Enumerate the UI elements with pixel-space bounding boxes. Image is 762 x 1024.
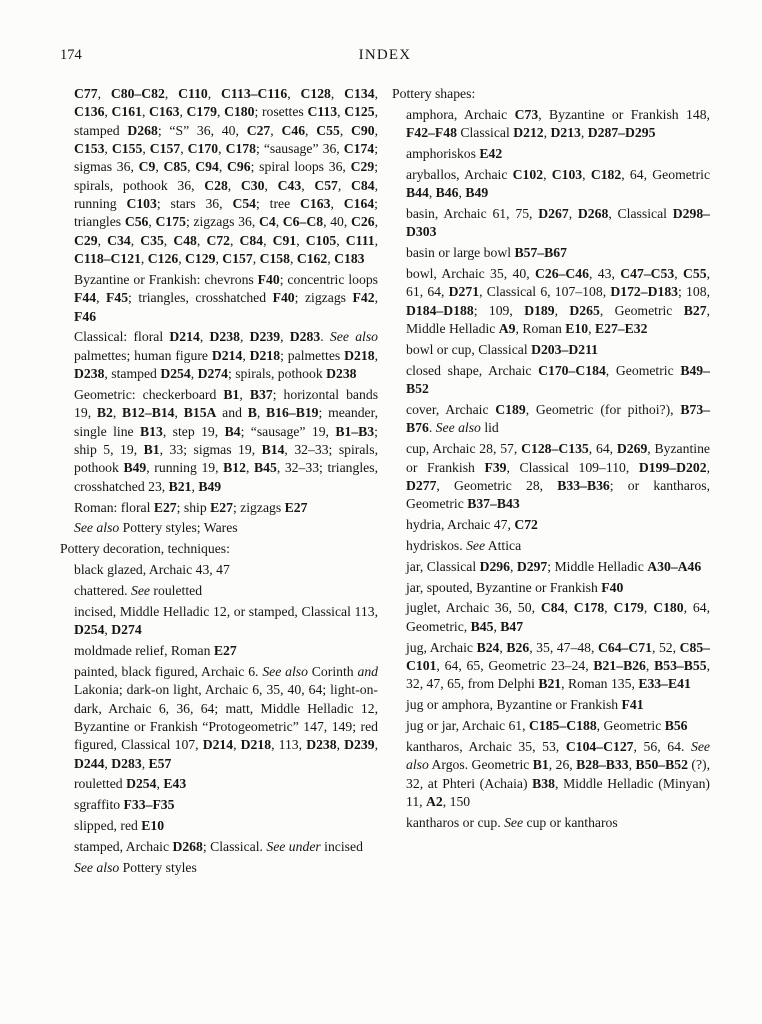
index-entry: amphoriskos E42 — [406, 146, 503, 162]
index-entry: kantharos or cup. See cup or kantharos — [406, 814, 618, 830]
index-entry: slipped, red E10 — [74, 818, 165, 834]
index-entry: jug or amphora, Byzantine or Frankish F41 — [406, 697, 644, 713]
index-entry: stamped, Archaic D268; Classical. See under incised — [74, 838, 363, 854]
index-entry: black glazed, Archaic 43, 47 — [74, 562, 230, 578]
index-entry: sgraffito F33–F35 — [74, 797, 175, 813]
index-entry: amphora, Archaic C73, Byzantine or Frankish 148, F42–F48 Classical D212, D213, D287–D295 — [406, 106, 710, 141]
index-entry: Roman: floral E27; ship E27; zigzags E27 — [74, 499, 308, 515]
index-entry: bowl or cup, Classical D203–D211 — [406, 341, 598, 357]
index-entry: jug, Archaic B24, B26, 35, 47–48, C64–C71, 52, C85–C101, 64, 65, Geometric 23–24, B21–B26, B53–B55, 32, 47, 65, from Delphi B21, Roman 135, E33–E41 — [406, 639, 711, 692]
index-entry: incised, Middle Helladic 12, or stamped, Classical 113, D254, D274 — [74, 603, 378, 638]
index-heading: Pottery shapes: — [392, 86, 476, 101]
index-entry: C77, C80–C82, C110, C113–C116, C128, C134, C136, C161, C163, C179, C180; rosettes C113, C125, stamped D268; “S” 36, 40, C27, C46, C55, C90, C153, C155, C157, C170, C178; “sausage” 36, C174; sigmas 36, C9, C85, C94, C96; spiral loops 36, C29; spirals, pothook 36, C28, C30, C43, C57, C84, running C103; stars 36, C54; tree C163, C164; triangles C56, C175; zigzags 36, C4, C6–C8, 40, C26, C29, C34, C35, C48, C72, C84, C91, C105, C111, C118–C121, C126, C129, C157, C158, C162, C183 — [74, 86, 379, 267]
index-entry: See also Pottery styles; Wares — [74, 520, 238, 536]
index-entry: basin, Archaic 61, 75, D267, D268, Classical D298–D303 — [406, 206, 711, 240]
index-entry: juglet, Archaic 36, 50, C84, C178, C179, C180, 64, Geometric, B45, B47 — [406, 600, 711, 634]
index-body — [60, 85, 710, 880]
index-entry: jar, Classical D296, D297; Middle Helladic A30–A46 — [406, 558, 702, 574]
index-entry: cup, Archaic 28, 57, C128–C135, 64, D269, Byzantine or Frankish F39, Classical 109–110, D199–D202, D277, Geometric 28, B33–B36; or kantharos, Geometric B37–B43 — [406, 441, 711, 512]
index-entry: bowl, Archaic 35, 40, C26–C46, 43, C47–C53, C55, 61, 64, D271, Classical 6, 107–108, D172–D183; 108, D184–D188; 109, D189, D265, Geometric B27, Middle Helladic A9, Roman E10, E27–E32 — [406, 266, 711, 337]
left-column — [60, 85, 378, 880]
index-heading: Pottery decoration, techniques: — [60, 541, 230, 557]
index-entry: jar, spouted, Byzantine or Frankish F40 — [406, 579, 624, 595]
index-entry: Classical: floral D214, D238, D239, D283. See also palmettes; human figure D214, D218; palmettes D218, D238, stamped D254, D274; spirals, pothook D238 — [74, 329, 379, 382]
index-entry: hydria, Archaic 47, C72 — [406, 517, 538, 533]
index-entry: See also Pottery styles — [74, 859, 197, 875]
index-entry: cover, Archaic C189, Geometric (for pithoi?), B73–B76. See also lid — [406, 402, 711, 436]
index-entry: Byzantine or Frankish: chevrons F40; concentric loops F44, F45; triangles, crosshatched F40; zigzags F42, F46 — [74, 271, 378, 324]
index-entry: hydriskos. See Attica — [406, 537, 522, 553]
page-number: 174 — [60, 47, 82, 63]
index-entry: kantharos, Archaic 35, 53, C104–C127, 56, 64. See also Argos. Geometric B1, 26, B28–B33, B50–B52 (?), 32, at Phteri (Achaia) B38, Middle Helladic (Minyan) 11, A2, 150 — [406, 738, 711, 809]
page-title: INDEX — [358, 47, 412, 63]
index-entry: jug or jar, Archaic 61, C185–C188, Geometric B56 — [406, 718, 688, 733]
index-entry: rouletted D254, E43 — [74, 776, 187, 792]
index-entry: Geometric: checkerboard B1, B37; horizontal bands 19, B2, B12–B14, B15A and B, B16–B19; meander, single line B13, step 19, B4; “sausage” 19, B1–B3; ship 5, 19, B1, 33; sigmas 19, B14, 32–33; spirals, pothook B49, running 19, B12, B45, 32–33; triangles, crosshatched 23, B21, B49 — [74, 387, 379, 494]
index-entry: painted, black figured, Archaic 6. See also Corinth and Lakonia; dark-on light, Archaic 6, 35, 40, 64; light-on-dark, Archaic 6, 36, 64; matt, Middle Helladic 12, Byzantine or Frankish “Protogeometric” 147, 149; red figured, Classical 107, D214, D218, 113, D238, D239, D244, D283, E57 — [74, 663, 379, 771]
right-column — [392, 85, 710, 880]
index-entry: aryballos, Archaic C102, C103, C182, 64, Geometric B44, B46, B49 — [406, 166, 711, 201]
index-entry: chattered. See rouletted — [74, 582, 203, 598]
index-entry: closed shape, Archaic C170–C184, Geometric B49–B52 — [406, 362, 710, 397]
index-entry: moldmade relief, Roman E27 — [74, 642, 237, 658]
index-entry: basin or large bowl B57–B67 — [406, 245, 567, 261]
page-header — [60, 47, 710, 67]
